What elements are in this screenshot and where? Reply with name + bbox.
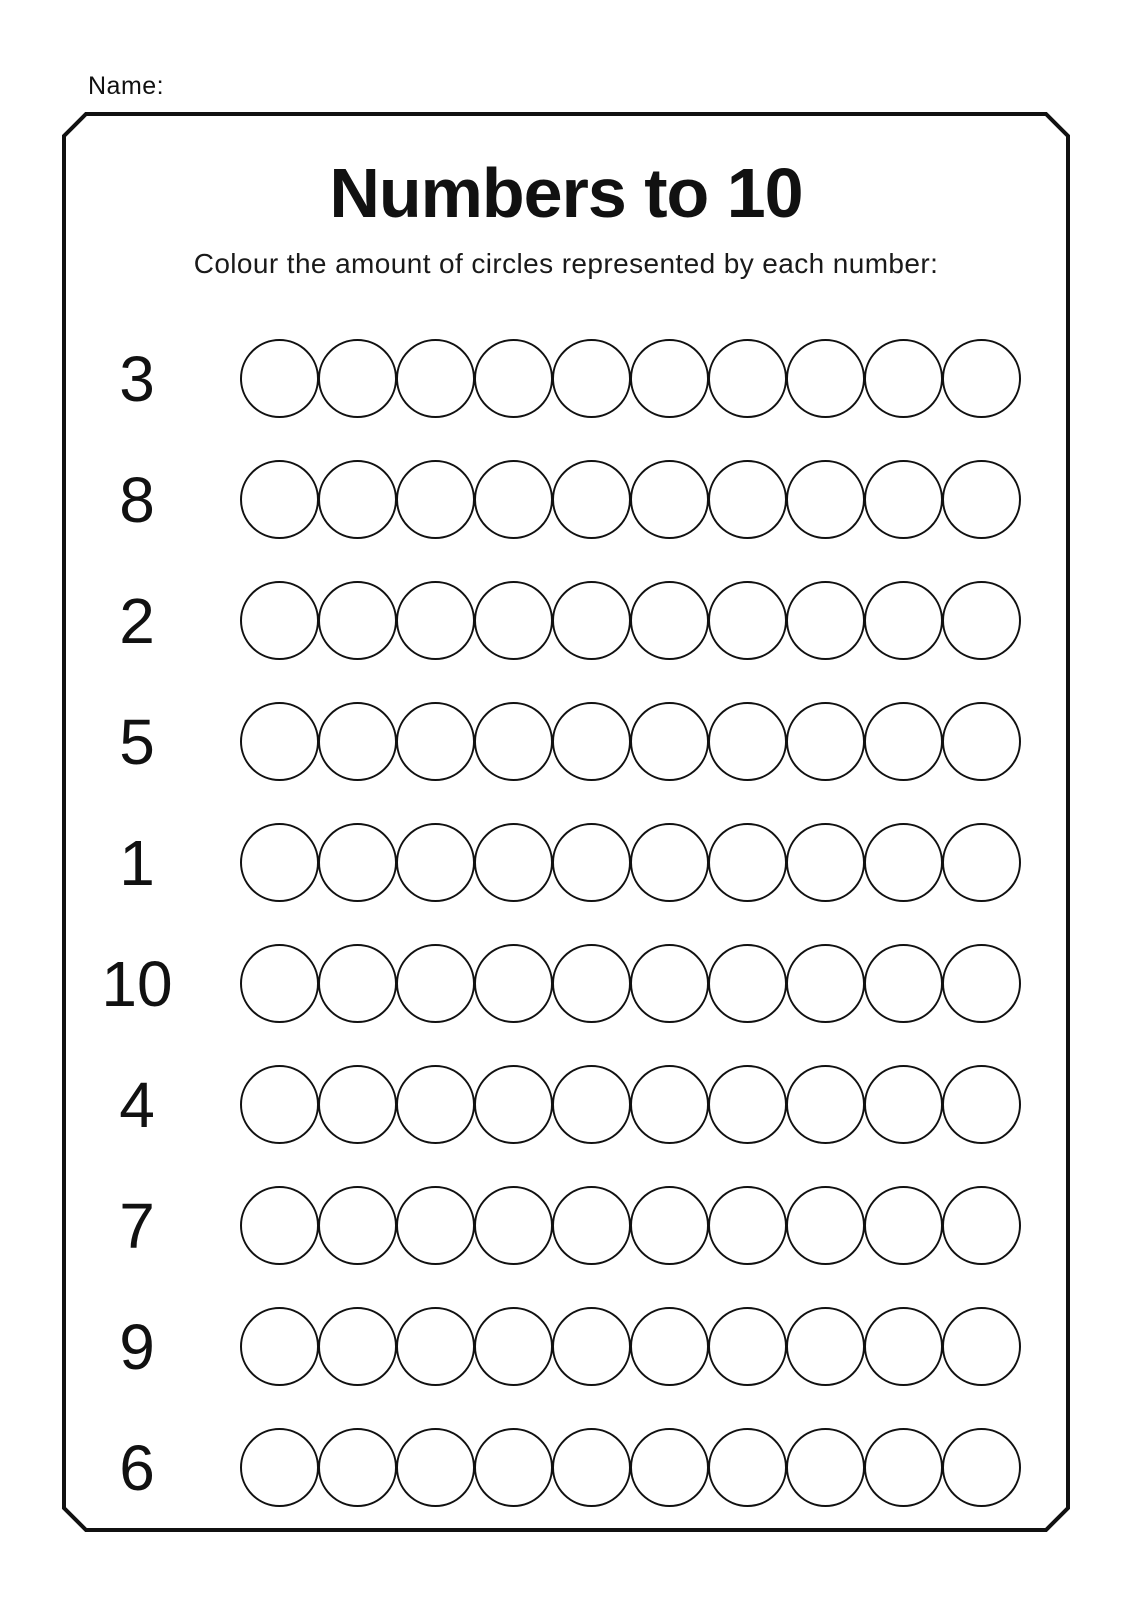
worksheet-frame [62,112,1070,1532]
colour-circle[interactable] [474,944,553,1023]
colour-circle[interactable] [708,944,787,1023]
circle-strip [240,823,1021,902]
colour-circle[interactable] [708,339,787,418]
colour-circle[interactable] [708,581,787,660]
colour-circle[interactable] [240,1186,319,1265]
worksheet-row [62,923,1070,1044]
colour-circle[interactable] [942,1428,1021,1507]
colour-circle[interactable] [396,1428,475,1507]
colour-circle[interactable] [864,460,943,539]
name-label: Name: [88,72,165,100]
colour-circle[interactable] [240,1428,319,1507]
circle-strip [240,581,1021,660]
colour-circle[interactable] [552,823,631,902]
colour-circle[interactable] [474,823,553,902]
colour-circle[interactable] [942,1065,1021,1144]
circle-strip [240,702,1021,781]
colour-circle[interactable] [864,944,943,1023]
colour-circle[interactable] [864,1428,943,1507]
colour-circle[interactable] [474,339,553,418]
colour-circle[interactable] [396,1307,475,1386]
colour-circle[interactable] [942,1186,1021,1265]
colour-circle[interactable] [942,460,1021,539]
colour-circle[interactable] [942,339,1021,418]
colour-circle[interactable] [396,460,475,539]
colour-circle[interactable] [240,1065,319,1144]
colour-circle[interactable] [630,1065,709,1144]
circle-strip [240,339,1021,418]
colour-circle[interactable] [864,339,943,418]
colour-circle[interactable] [396,944,475,1023]
worksheet-row [62,439,1070,560]
colour-circle[interactable] [552,1428,631,1507]
colour-circle[interactable] [630,581,709,660]
colour-circle[interactable] [552,581,631,660]
colour-circle[interactable] [552,1307,631,1386]
colour-circle[interactable] [318,1186,397,1265]
colour-circle[interactable] [786,581,865,660]
row-number-label: 5 [119,705,155,778]
colour-circle[interactable] [786,1186,865,1265]
colour-circle[interactable] [708,1428,787,1507]
circle-strip [240,1186,1021,1265]
row-number-label: 4 [119,1068,155,1141]
colour-circle[interactable] [552,702,631,781]
circle-strip [240,460,1021,539]
colour-circle[interactable] [864,581,943,660]
colour-circle[interactable] [396,823,475,902]
colour-circle[interactable] [318,702,397,781]
colour-circle[interactable] [240,1307,319,1386]
rows-container [62,318,1070,1528]
colour-circle[interactable] [630,460,709,539]
colour-circle[interactable] [708,460,787,539]
colour-circle[interactable] [240,581,319,660]
colour-circle[interactable] [318,823,397,902]
worksheet-row [62,560,1070,681]
row-number-label: 2 [119,584,155,657]
colour-circle[interactable] [708,702,787,781]
worksheet-row [62,1044,1070,1165]
colour-circle[interactable] [786,339,865,418]
colour-circle[interactable] [708,1186,787,1265]
colour-circle[interactable] [318,1065,397,1144]
colour-circle[interactable] [240,460,319,539]
colour-circle[interactable] [864,1065,943,1144]
colour-circle[interactable] [318,1307,397,1386]
colour-circle[interactable] [552,1186,631,1265]
colour-circle[interactable] [474,702,553,781]
colour-circle[interactable] [942,702,1021,781]
row-number-label: 8 [119,463,155,536]
colour-circle[interactable] [630,944,709,1023]
colour-circle[interactable] [474,1428,553,1507]
colour-circle[interactable] [396,339,475,418]
colour-circle[interactable] [942,944,1021,1023]
colour-circle[interactable] [786,944,865,1023]
colour-circle[interactable] [708,823,787,902]
circle-strip [240,944,1021,1023]
colour-circle[interactable] [708,1065,787,1144]
colour-circle[interactable] [474,1307,553,1386]
circle-strip [240,1428,1021,1507]
colour-circle[interactable] [864,823,943,902]
colour-circle[interactable] [942,823,1021,902]
row-number-label: 9 [119,1310,155,1383]
worksheet-row [62,1407,1070,1528]
colour-circle[interactable] [318,339,397,418]
colour-circle[interactable] [786,460,865,539]
colour-circle[interactable] [396,1065,475,1144]
row-number-label: 3 [119,342,155,415]
colour-circle[interactable] [864,1186,943,1265]
colour-circle[interactable] [318,581,397,660]
colour-circle[interactable] [786,823,865,902]
colour-circle[interactable] [240,944,319,1023]
colour-circle[interactable] [474,1065,553,1144]
colour-circle[interactable] [552,460,631,539]
colour-circle[interactable] [318,1428,397,1507]
worksheet-row [62,1286,1070,1407]
worksheet-row [62,681,1070,802]
colour-circle[interactable] [786,1065,865,1144]
row-number-label: 7 [119,1189,155,1262]
row-number-label: 1 [119,826,155,899]
colour-circle[interactable] [942,581,1021,660]
colour-circle[interactable] [552,1065,631,1144]
colour-circle[interactable] [396,581,475,660]
colour-circle[interactable] [552,339,631,418]
circle-strip [240,1307,1021,1386]
worksheet-title: Numbers to 10 [329,154,803,232]
colour-circle[interactable] [786,1307,865,1386]
colour-circle[interactable] [708,1307,787,1386]
colour-circle[interactable] [630,1186,709,1265]
circle-strip [240,1065,1021,1144]
colour-circle[interactable] [942,1307,1021,1386]
colour-circle[interactable] [552,944,631,1023]
worksheet-instructions: Colour the amount of circles represented by each number: [193,248,939,279]
colour-circle[interactable] [630,1428,709,1507]
worksheet-row [62,802,1070,923]
colour-circle[interactable] [630,339,709,418]
row-number-label: 6 [119,1431,155,1504]
colour-circle[interactable] [474,460,553,539]
colour-circle[interactable] [240,823,319,902]
colour-circle[interactable] [630,1307,709,1386]
colour-circle[interactable] [474,581,553,660]
worksheet-row [62,1165,1070,1286]
colour-circle[interactable] [474,1186,553,1265]
colour-circle[interactable] [630,702,709,781]
colour-circle[interactable] [318,944,397,1023]
colour-circle[interactable] [786,1428,865,1507]
colour-circle[interactable] [318,460,397,539]
colour-circle[interactable] [630,823,709,902]
colour-circle[interactable] [396,702,475,781]
colour-circle[interactable] [396,1186,475,1265]
colour-circle[interactable] [786,702,865,781]
colour-circle[interactable] [864,702,943,781]
row-number-label: 10 [101,947,173,1020]
colour-circle[interactable] [240,339,319,418]
colour-circle[interactable] [864,1307,943,1386]
colour-circle[interactable] [240,702,319,781]
worksheet-row [62,318,1070,439]
